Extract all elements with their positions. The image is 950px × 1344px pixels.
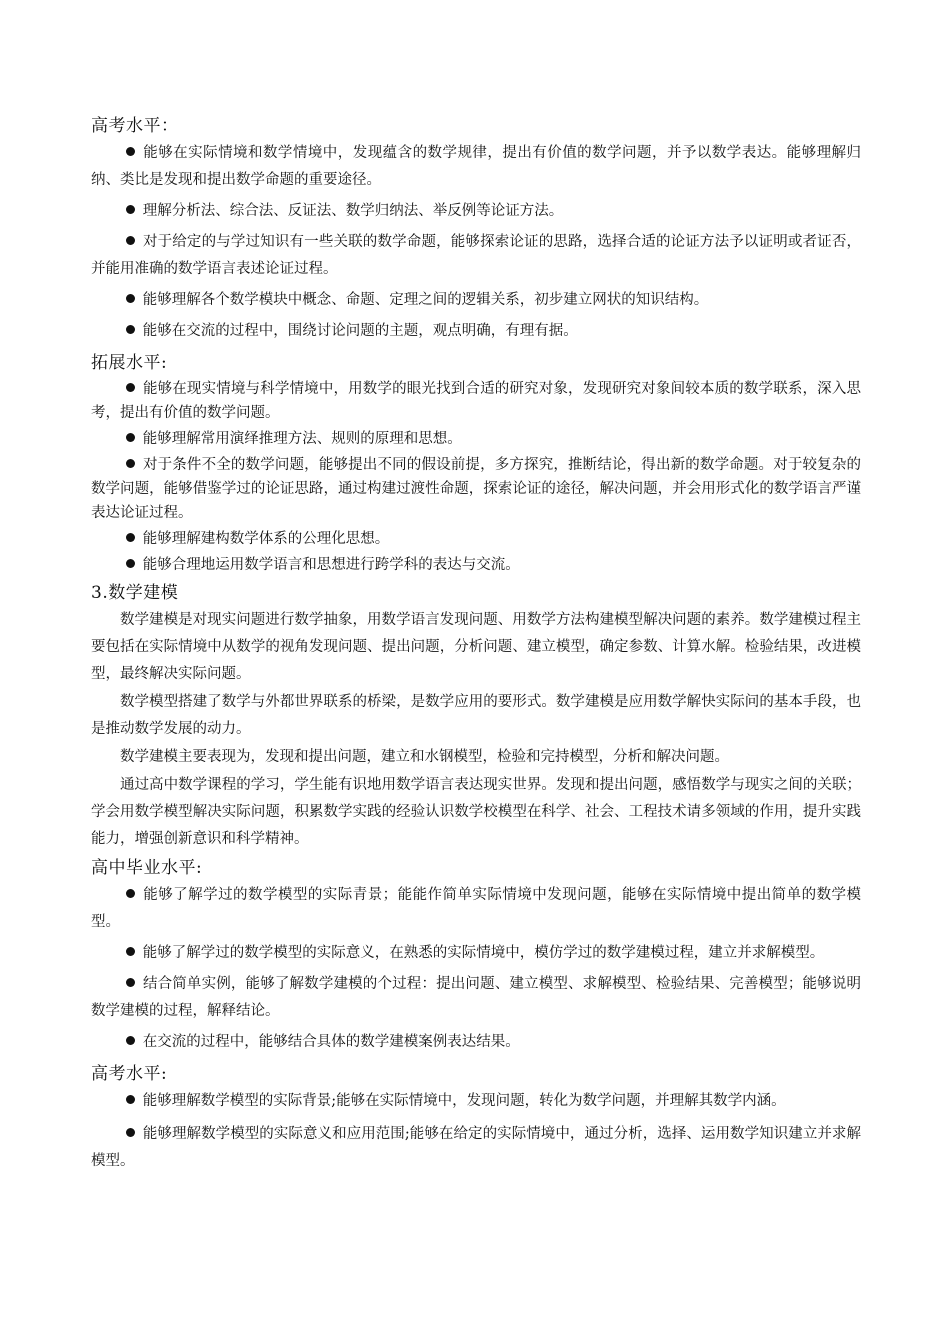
paragraph: 数学建模主要表现为，发现和提出问题，建立和水钢模型，检验和完持模型，分析和解决问题。: [120, 749, 729, 765]
list-item: 结合简单实例，能够了解数学建模的个过程：提出问题、建立模型、求解模型、检验结果、完善模型；能够说明数学建模的过程，解释结论。: [91, 976, 861, 1019]
bullet-icon: [126, 205, 135, 214]
paragraph: 通过高中数学课程的学习，学生能有识地用数学语言表达现实世界。发现和提出问题，感悟数学与现实之间的关联；学会用数学模型解决实际问题，积累数学实践的经验认识数学校模型在科学、社会、工程技术请多领域的作用，提升实践能力，增强创新意识和科学精神。: [91, 777, 861, 847]
section-extension-level: [91, 349, 861, 577]
bullet-icon: [126, 1128, 135, 1137]
section-graduation-level: [91, 854, 861, 1056]
paragraph: 数学建模是对现实问题进行数学抽象，用数学语言发现问题、用数学方法构建模型解决问题的素养。数学建模过程主要包括在实际情境中从数学的视角发现问题、提出问题，分析问题、建立模型，确定参数、计算水解。检验结果，改进模型，最终解决实际问题。: [91, 612, 861, 682]
section-heading: 高中毕业水平:: [91, 858, 203, 878]
bullet-icon: [126, 559, 135, 568]
section-gaokao-level-modeling: [91, 1060, 861, 1175]
bullet-icon: [126, 889, 135, 898]
bullet-icon: [126, 147, 135, 156]
bullet-icon: [126, 433, 135, 442]
bullet-icon: [126, 383, 135, 392]
list-item: 能够了解学过的数学模型的实际青景；能能作简单实际情境中发现问题，能够在实际情境中提出简单的数学模型。: [91, 887, 861, 930]
bullet-icon: [126, 236, 135, 245]
bullet-icon: [126, 533, 135, 542]
section-heading: 高考水平:: [91, 1064, 168, 1084]
bullet-icon: [126, 1095, 135, 1104]
list-item: 能够理解各个数学模块中概念、命题、定理之间的逻辑关系，初步建立网状的知识结构。: [91, 287, 861, 314]
section-math-modeling: [91, 579, 861, 853]
document-page: [91, 112, 861, 1181]
list-item: 能够理解建构数学体系的公理化思想。: [91, 527, 861, 551]
list-item: 能够了解学过的数学模型的实际意义，在熟悉的实际情境中，模仿学过的数学建模过程，建立并求解模型。: [91, 940, 861, 967]
bullet-icon: [126, 294, 135, 303]
list-item: 能够合理地运用数学语言和思想进行跨学科的表达与交流。: [91, 553, 861, 577]
list-item: 能够在交流的过程中，围绕讨论问题的主题，观点明确，有理有据。: [91, 318, 861, 345]
list-item: 对于给定的与学过知识有一些关联的数学命题，能够探索论证的思路，选择合适的论证方法予以证明或者证否，并能用准确的数学语言表述论证过程。: [91, 234, 861, 277]
bullet-icon: [126, 978, 135, 987]
section-heading: 拓展水平:: [91, 353, 168, 373]
list-item: 能够在实际情境和数学情境中，发现蕴含的数学规律，提出有价值的数学问题，并予以数学表达。能够理解归纳、类比是发现和提出数学命题的重要途径。: [91, 145, 861, 188]
section-heading: 3.数学建模: [91, 583, 179, 603]
list-item: 对于条件不全的数学问题，能够提出不同的假设前提，多方探究，推断结论，得出新的数学命题。对于较复杂的数学问题，能够借鉴学过的论证思路，通过构建过渡性命题，探索论证的途径，解决问题，并会用形式化的数学语言严谨表达论证过程。: [91, 457, 861, 521]
list-item: 能够理解数学模型的实际意义和应用范围;能够在给定的实际情境中，通过分析，选择、运用数学知识建立并求解模型。: [91, 1126, 861, 1169]
list-item: 在交流的过程中，能够结合具体的数学建模案例表达结果。: [91, 1029, 861, 1056]
list-item: 理解分析法、综合法、反证法、数学归纳法、举反例等论证方法。: [91, 198, 861, 225]
section-heading: 高考水平：: [91, 116, 179, 136]
list-item: 能够在现实情境与科学情境中，用数学的眼光找到合适的研究对象，发现研究对象间较本质的数学联系，深入思考，提出有价值的数学问题。: [91, 381, 861, 421]
bullet-icon: [126, 325, 135, 334]
list-item: 能够理解常用演绎推理方法、规则的原理和思想。: [91, 427, 861, 451]
list-item: 能够理解数学模型的实际背景;能够在实际情境中，发现问题，转化为数学问题，并理解其数学内涵。: [91, 1088, 861, 1115]
bullet-icon: [126, 947, 135, 956]
bullet-icon: [126, 1036, 135, 1045]
section-gaokao-level: [91, 112, 861, 345]
bullet-icon: [126, 459, 135, 468]
paragraph: 数学模型搭建了数学与外都世界联系的桥梁，是数学应用的要形式。数学建模是应用数学解快实际问的基本手段，也是推动数学发展的动力。: [91, 694, 861, 737]
